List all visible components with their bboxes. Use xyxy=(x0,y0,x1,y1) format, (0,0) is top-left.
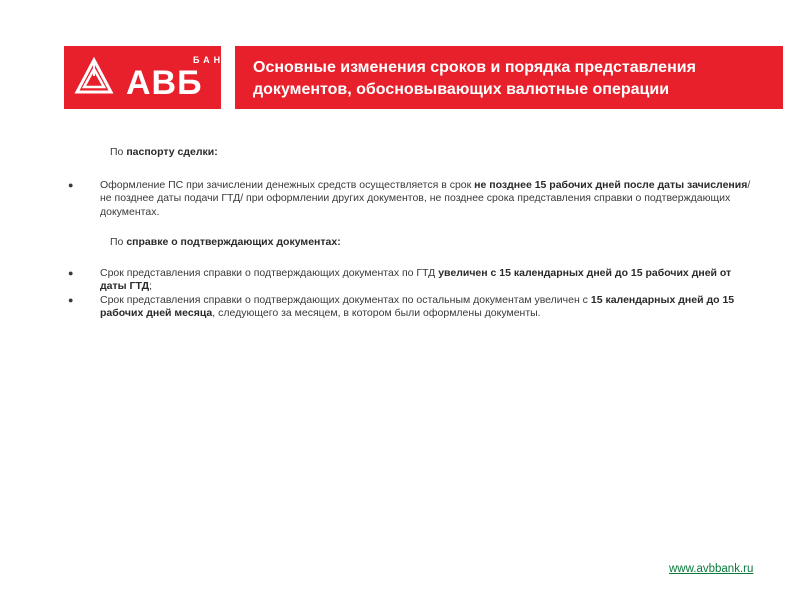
triangle-logo-icon xyxy=(74,56,114,96)
list-item: ● Срок представления справки о подтверждающих документах по остальным документам увеличен с 15 календарных дней до 15 рабочих дней месяца, следующего за месяцем, в котором были оформлены документы. xyxy=(68,293,735,319)
page-title-line-1: Основные изменения сроков и порядка представления xyxy=(253,59,696,76)
logo-bank-text: БАНК xyxy=(193,55,234,65)
bank-logo xyxy=(64,46,234,109)
page-title xyxy=(235,46,783,109)
list-item: ● Срок представления справки о подтверждающих документах по ГТД увеличен с 15 календарных дней до 15 рабочих дней от даты ГТД; xyxy=(68,266,732,292)
section-heading-certificate: По справке о подтверждающих документах: xyxy=(110,236,341,248)
logo-name-text: АВБ xyxy=(126,64,203,102)
page-title-line-2: документов, обосновывающих валютные операции xyxy=(253,81,670,98)
content-body xyxy=(70,146,760,321)
website-link[interactable]: www.avbbank.ru xyxy=(669,563,754,575)
list-item: ● Оформление ПС при зачислении денежных средств осуществляется в срок не позднее 15 рабочих дней после даты зачисления/не позднее даты подачи ГТД/ при оформлении других документов, не позднее срока представления справки о подтверждающих документах. xyxy=(68,178,751,218)
bullet-icon: ● xyxy=(68,267,74,278)
bullet-icon: ● xyxy=(68,179,74,190)
bullet-icon: ● xyxy=(68,294,74,305)
section-heading-passport: По паспорту сделки: xyxy=(110,146,218,158)
